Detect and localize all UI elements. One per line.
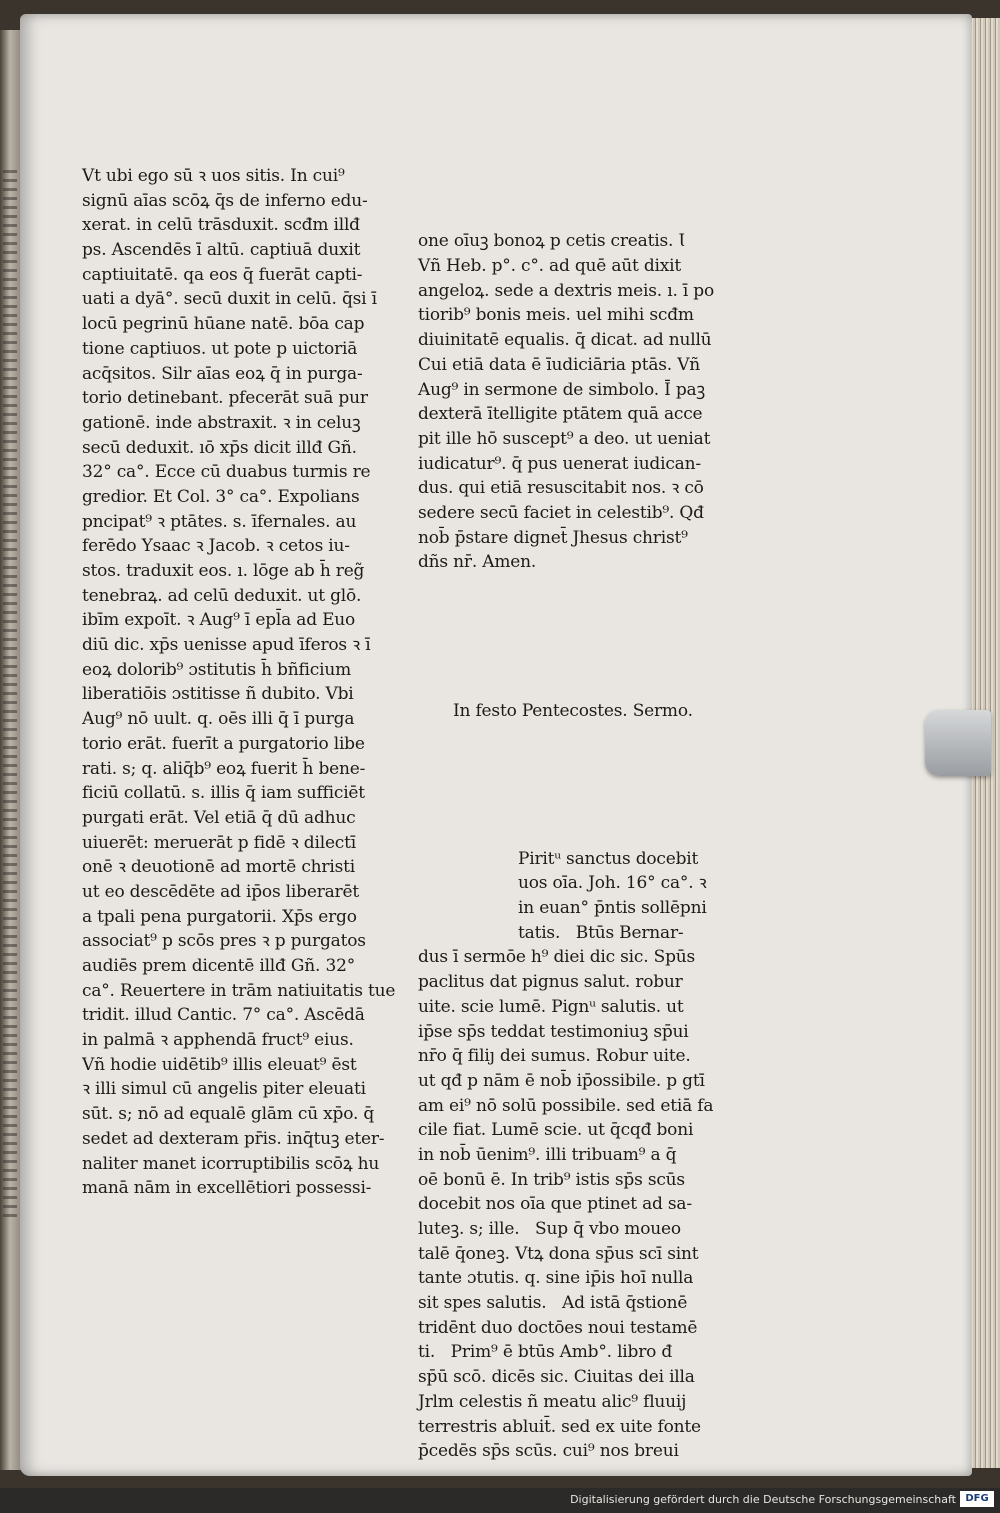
text-line: in euan° p̄ntis sollēpni <box>518 898 707 919</box>
text-line: audiēs prem dicentē illđ Gñ. 32° <box>82 956 355 976</box>
text-line: iudicatur⁹. q̄ pus uenerat iudican- <box>418 453 701 474</box>
block-spacer <box>418 773 714 798</box>
text-line: secū deduxit. ıō xp̄s dicit illđ Gñ. <box>82 437 357 458</box>
text-line: a tpali pena purgatorii. Xp̄s ergo <box>82 906 357 927</box>
text-line: torio erāt. fuerīt a purgatorio libe <box>82 733 365 754</box>
footer-bar <box>0 1488 1000 1512</box>
text-line: ip̄se sp̄s teddat testimoniuꝫ sp̄ui <box>418 1021 689 1042</box>
text-line: nr̄o q̄ filiȷ dei sumus. Robur uite. <box>418 1046 691 1067</box>
block-spacer <box>418 624 714 649</box>
text-line: xerat. in celū trāsduxit. scđm illđ <box>82 215 360 236</box>
text-line: cile fiat. Lumē scie. ut q̄cqđ boni <box>418 1120 694 1141</box>
text-line: rati. s; q. aliq̄b⁹ eoꝝ fuerit h̄ bene- <box>82 758 366 779</box>
text-line: nob̄ p̄stare dignet̄ Jhesus christ⁹ <box>418 527 688 548</box>
text-line: diuinitatē equalis. q̄ dicat. ad nullū <box>418 330 712 351</box>
text-line: dus ī sermōe h⁹ diei dic sic. Spūs <box>418 947 696 968</box>
text-line: Aug⁹ nō uult. q. oēs illi q̄ ī purga <box>82 709 355 730</box>
text-line: naliter manet icorruptibilis scōꝝ hu <box>82 1153 380 1174</box>
text-line: ut eo descēdēte ad ip̄os liberarēt <box>82 881 359 902</box>
text-line: talē q̄oneꝫ. Vtꝝ dona sp̄us scī sint <box>418 1243 699 1264</box>
text-line: in palmā ꝛ apphendā fruct⁹ eius. <box>82 1030 354 1051</box>
text-line: Piritᵘ sanctus docebit <box>518 848 699 869</box>
text-line: tridēnt duo doctōes noui testamē <box>418 1317 698 1338</box>
text-line: stos. traduxit eos. ı. lōge ab h̄ reg̃ <box>82 561 365 581</box>
text-line: docebit nos oīa que ptinet ad sa- <box>418 1194 692 1215</box>
text-line: ps. Ascendēs ī altū. captiuā duxit <box>82 240 361 261</box>
text-line: dñs nr̄. Amen. <box>418 552 537 573</box>
text-line: ut qđ p nām ē nob̄ ip̄ossibile. p gtī <box>418 1070 705 1091</box>
text-line: tenebraꝝ. ad celū deduxit. ut glō. <box>82 585 362 606</box>
text-line: associat⁹ p scōs pres ꝛ p purgatos <box>82 931 366 952</box>
text-line: Jrlm celestis ñ meatu alic⁹ fluuij <box>418 1391 687 1412</box>
text-line: sedere secū faciet in celestib⁹. Qđ <box>418 502 704 523</box>
text-line: ficiū collatū. s. illis q̄ iam sufficiēt <box>82 783 365 804</box>
facing-page-bleed <box>3 170 17 1220</box>
text-line: sit spes salutis. Ad istā q̄stionē <box>418 1293 688 1314</box>
text-column-left <box>82 164 395 1201</box>
text-line: dus. qui etiā resuscitabit nos. ꝛ cō <box>418 478 704 499</box>
text-line: sūt. s; nō ad equalē glām cū xp̄o. q̄ <box>82 1104 375 1125</box>
text-block-right-bottom <box>418 847 714 1464</box>
text-line: sp̄ū scō. dicēs sic. Ciuitas dei illa <box>418 1367 695 1388</box>
text-line: 32° ca°. Ecce cū duabus turmis re <box>82 462 371 483</box>
text-line: liberatiōis ɔstitisse ñ dubito. Vbi <box>82 684 354 705</box>
text-line: uati a dyā°. secū duxit in celū. q̄si ī <box>82 289 377 310</box>
page-clip <box>925 710 991 776</box>
text-line: paclitus dat pignus salut. robur <box>418 972 683 993</box>
text-line: locū pegrinū hūane natē. bōa cap <box>82 314 365 335</box>
text-line: gationē. inde abstraxit. ꝛ in celuꝫ <box>82 412 361 433</box>
text-line: luteꝫ. s; ille. Sup q̄ vbo moueo <box>418 1219 681 1240</box>
text-line: tridit. illud Cantic. 7° ca°. Ascēdā <box>82 1005 365 1026</box>
text-block-right-top <box>418 229 714 575</box>
book-page <box>20 14 972 1476</box>
text-line: Cui etiā data ē īudiciāria ptās. Vñ <box>418 354 701 375</box>
text-line: manā nām in excellētiori possessi- <box>82 1178 372 1199</box>
text-line: oē bonū ē. In trib⁹ istis sp̄s scūs <box>418 1169 685 1190</box>
text-line: Aug⁹ in sermone de simbolo. Ī paꝫ <box>418 379 705 400</box>
text-line: diū dic. xp̄s uenisse apud īferos ꝛ ī <box>82 635 371 656</box>
text-line: ibīm expoīt. ꝛ Aug⁹ ī epl̄a ad Euo <box>82 610 356 631</box>
text-line: uos oīa. Joh. 16° ca°. ꝛ <box>518 873 707 894</box>
text-line: uiuerēt: meruerāt p fidē ꝛ dilectī <box>82 832 356 853</box>
text-line: acq̄sitos. Silr aīas eoꝝ q̄ in purga- <box>82 363 363 384</box>
text-line: ferēdo Ysaac ꝛ Jacob. ꝛ cetos iu- <box>82 536 350 557</box>
text-line: p̄cedēs sp̄s scūs. cui⁹ nos breui <box>418 1441 679 1462</box>
text-line: ꝛ illi simul cū angelis piter eleuati <box>82 1079 366 1100</box>
text-line: Vñ hodie uidētib⁹ illis eleuat⁹ ēst <box>82 1054 357 1075</box>
text-line: tiorib⁹ bonis meis. uel mihi scđm <box>418 305 694 326</box>
text-line: Vñ Heb. p°. c°. ad quē aūt dixit <box>418 256 682 277</box>
text-line: angeloꝝ. sede a dextris meis. ı. ī po <box>418 280 715 301</box>
text-column-right <box>418 180 714 1513</box>
text-line: in nob̄ ūenim⁹. illi tribuam⁹ a q̄ <box>418 1144 677 1165</box>
text-line: one oīuꝫ bonoꝝ p cetis creatis. Ɩ <box>418 231 685 252</box>
footer-credit: Digitalisierung gefördert durch die Deutsche Forschungsgemeinschaft <box>570 1493 956 1506</box>
text-line: tione captiuos. ut pote p uictoriā <box>82 338 358 359</box>
text-line: torio detinebant. pfecerāt suā pur <box>82 388 368 409</box>
text-line: pncipat⁹ ꝛ ptātes. s. īfernales. au <box>82 511 357 532</box>
text-line: terrestris abluit̄. sed ex uite fonte <box>418 1416 701 1437</box>
text-line: sedet ad dexteram pr̄is. inq̄tuꝫ eter- <box>82 1128 385 1149</box>
text-line: purgati erāt. Vel etiā q̄ dū adhuc <box>82 807 356 828</box>
text-line: am ei⁹ nō solū possibile. sed etiā fa <box>418 1095 714 1116</box>
text-line: ca°. Reuertere in trām natiuitatis tue <box>82 980 396 1001</box>
section-heading: In festo Pentecostes. Sermo. <box>453 700 693 721</box>
text-line: eoꝝ dolorib⁹ ɔstitutis h̄ bñficium <box>82 659 352 680</box>
text-line: tante ɔtutis. q. sine ip̄is hoī nulla <box>418 1268 694 1289</box>
text-line: Vt ubi ego sū ꝛ uos sitis. In cui⁹ <box>82 166 345 186</box>
text-line: gredior. Et Col. 3° ca°. Expolians <box>82 486 360 507</box>
text-line: uite. scie lumē. Pignᵘ salutis. ut <box>418 996 684 1017</box>
text-line: pit ille hō suscept⁹ a deo. ut ueniat <box>418 428 711 449</box>
text-line: onē ꝛ deuotionē ad mortē christi <box>82 857 355 878</box>
dfg-logo: DFG <box>960 1491 994 1507</box>
text-line: ti. Prim⁹ ē btūs Amb°. libro đ <box>418 1342 673 1363</box>
text-line: dexterā ītelligite ptātem quā acce <box>418 404 703 425</box>
text-line: signū aīas scōꝝ q̄s de inferno edu- <box>82 190 368 211</box>
text-line: captiuitatē. qa eos q̄ fuerāt capti- <box>82 264 363 285</box>
text-line: tatis. Btūs Bernar- <box>518 922 684 943</box>
